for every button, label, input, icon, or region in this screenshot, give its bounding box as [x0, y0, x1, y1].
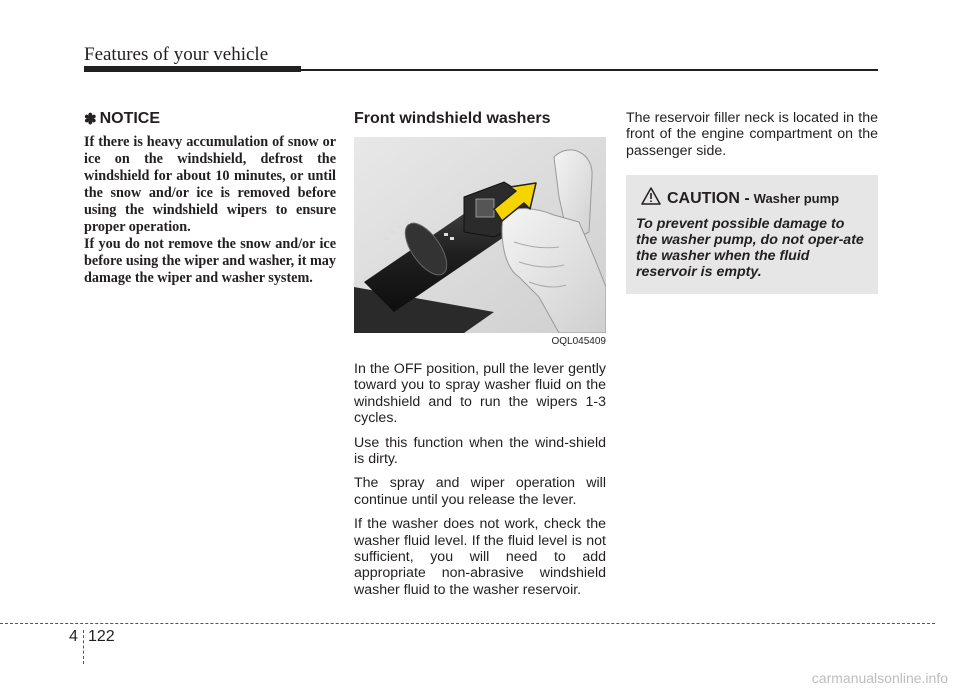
reservoir-section	[626, 110, 878, 294]
caution-title: CAUTION -	[667, 189, 750, 207]
caution-subtitle: Washer pump	[753, 191, 840, 207]
page-number: 122	[88, 628, 115, 645]
caution-heading	[636, 187, 868, 210]
notice-title: NOTICE	[99, 110, 161, 127]
figure-code: OQL045409	[551, 336, 606, 347]
header-title: Features of your vehicle	[84, 44, 269, 65]
header-rule	[301, 69, 878, 71]
body-paragraph: The spray and wiper operation will continue until you release the lever.	[354, 475, 606, 508]
wiper-lever-figure	[354, 137, 606, 333]
body-paragraph: Use this function when the wind-shield is dirty.	[354, 434, 606, 468]
footer-divider	[83, 630, 84, 664]
body-paragraph: If the washer does not work, check the washer fluid level. If the fluid level is not sufficient, you will need to add appropriate non-abrasive windshield washer fluid to the washer reservoir.	[354, 516, 606, 598]
chapter-number: 4	[69, 628, 78, 645]
caution-text: To prevent possible damage to the washer pump, do not oper-ate the washer when the fluid reservoir is empty.	[636, 216, 864, 281]
watermark: carmanualsonline.info	[811, 670, 948, 686]
washers-section	[354, 110, 606, 606]
notice-paragraph: If there is heavy accumulation of snow or ice on the windshield, defrost the windshield for about 10 minutes, or until the snow and/or ice is removed before using the windshield wipers to ensure proper operation.	[84, 134, 336, 235]
notice-paragraph: If you do not remove the snow and/or ice before using the wiper and washer, it may damage the wiper and washer system.	[84, 236, 336, 286]
footer-rule	[0, 623, 935, 624]
reservoir-text: The reservoir filler neck is located in the front of the engine compartment on the passenger side.	[626, 110, 878, 159]
section-heading: Front windshield washers	[354, 110, 551, 127]
notice-body	[84, 134, 336, 287]
header-bar	[84, 66, 301, 72]
notice-star-icon: ✽	[84, 111, 97, 128]
notice-section	[84, 110, 336, 287]
wiper-lever-illustration	[354, 137, 606, 333]
caution-box	[626, 175, 878, 294]
warning-triangle-icon	[641, 187, 661, 210]
notice-heading	[84, 110, 336, 128]
body-paragraph: In the OFF position, pull the lever gently toward you to spray washer fluid on the windshield and to run the wipers 1-3 cycles.	[354, 361, 606, 427]
washers-body	[354, 361, 606, 598]
